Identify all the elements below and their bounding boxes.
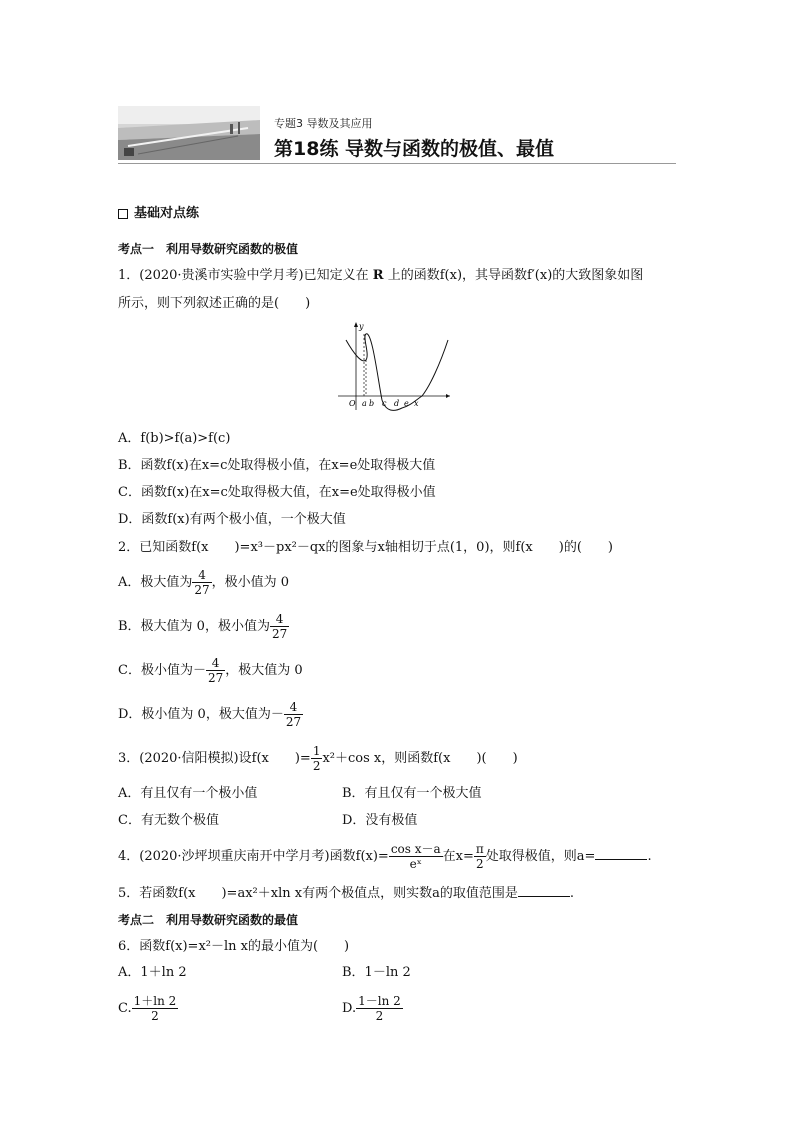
question-6-option-c: C. $\frac{1+\ln 2}{2}$ <box>118 994 177 1023</box>
graph-label-a: a <box>362 399 367 408</box>
header-divider <box>118 163 676 164</box>
graph-label-origin: O <box>349 399 356 408</box>
fraction: $\frac{4}{27}$ <box>194 568 210 597</box>
question-2-option-d: D．极小值为 0，极大值为－ $\frac{4}{27}$ <box>118 700 302 729</box>
question-1-option-a: A．f(b)>f(a)>f(c) <box>118 431 231 446</box>
question-2-option-b: B．极大值为 0，极小值为 $\frac{4}{27}$ <box>118 612 288 641</box>
question-2-option-a: A．极大值为 $\frac{4}{27}$ ，极小值为 0 <box>118 568 290 597</box>
answer-blank[interactable] <box>595 847 647 860</box>
derivative-graph <box>336 320 452 412</box>
question-1-option-b: B．函数f(x)在x=c处取得极小值，在x=e处取得极大值 <box>118 458 436 473</box>
question-6-option-d: D. $\frac{1-\ln 2}{2}$ <box>342 994 401 1023</box>
graph-label-x: x <box>414 399 419 408</box>
question-3-option-c: C．有无数个极值 <box>118 813 219 828</box>
graph-label-d: d <box>394 399 400 408</box>
question-2-stem: 2．已知函数f(x )=x³－px²－qx的图象与x轴相切于点(1，0)，则f(x )的( ) <box>118 540 613 555</box>
question-3-option-a: A．有且仅有一个极小值 <box>118 786 258 801</box>
question-6-stem: 6．函数f(x)=x²－ln x的最小值为( ) <box>118 939 350 954</box>
section-heading: 基础对点练 <box>118 205 199 223</box>
question-2-option-c: C．极小值为－ $\frac{4}{27}$ ，极大值为 0 <box>118 656 303 685</box>
header-banner-image <box>118 106 260 160</box>
fraction: $\frac{1-\ln 2}{2}$ <box>358 994 401 1023</box>
fraction: $\frac{1+\ln 2}{2}$ <box>133 994 177 1023</box>
graph-label-e: e <box>404 399 409 408</box>
question-6-option-b: B．1－ln 2 <box>342 965 411 980</box>
fraction: $\frac{4}{27}$ <box>271 612 288 641</box>
question-1-option-d: D．函数f(x)有两个极小值，一个极大值 <box>118 512 346 527</box>
question-4-stem: 4．(2020·沙坪坝重庆南开中学月考)函数f(x)= $\frac{\text{cos x－a}}{\text{eˣ}}$ 在x= $\frac{\pi}{2}$ 处取得极值，则a= . <box>118 842 652 871</box>
graph-label-c: c <box>382 399 387 408</box>
question-1-stem: 1．(2020·贵溪市实验中学月考)已知定义在 R 上的函数f(x)，其导函数f′(x)的大致图象如图 <box>118 268 644 283</box>
page-title: 第18练 导数与函数的极值、最值 <box>274 138 555 160</box>
topic-heading-2: 考点二 利用导数研究函数的最值 <box>118 913 299 927</box>
fraction: $\frac{\text{cos x－a}}{\text{eˣ}}$ <box>390 842 441 871</box>
fraction: $\frac{4}{27}$ <box>207 656 224 685</box>
question-3-stem: 3．(2020·信阳模拟)设f(x )= $\frac{1}{2}$ x²＋cos x，则函数f(x )( ) <box>118 744 518 773</box>
subject-label: 专题3 导数及其应用 <box>274 117 373 130</box>
answer-blank[interactable] <box>518 884 570 897</box>
question-3-option-b: B．有且仅有一个极大值 <box>342 786 482 801</box>
checkbox-square-icon <box>118 209 128 219</box>
question-5-stem: 5．若函数f(x )=ax²＋xln x有两个极值点，则实数a的取值范围是 . <box>118 886 574 901</box>
question-3-option-d: D．没有极值 <box>342 813 418 828</box>
fraction: $\frac{1}{2}$ <box>312 744 321 773</box>
question-1-option-c: C．函数f(x)在x=c处取得极大值，在x=e处取得极小值 <box>118 485 436 500</box>
topic-heading-1: 考点一 利用导数研究函数的极值 <box>118 242 299 256</box>
graph-label-b: b <box>369 399 375 408</box>
fraction: $\frac{4}{27}$ <box>285 700 302 729</box>
question-1-stem-cont: 所示，则下列叙述正确的是( ) <box>118 296 311 311</box>
question-6-option-a: A．1＋ln 2 <box>118 965 187 980</box>
graph-label-y: y <box>359 322 364 331</box>
fraction: $\frac{\pi}{2}$ <box>475 842 484 871</box>
